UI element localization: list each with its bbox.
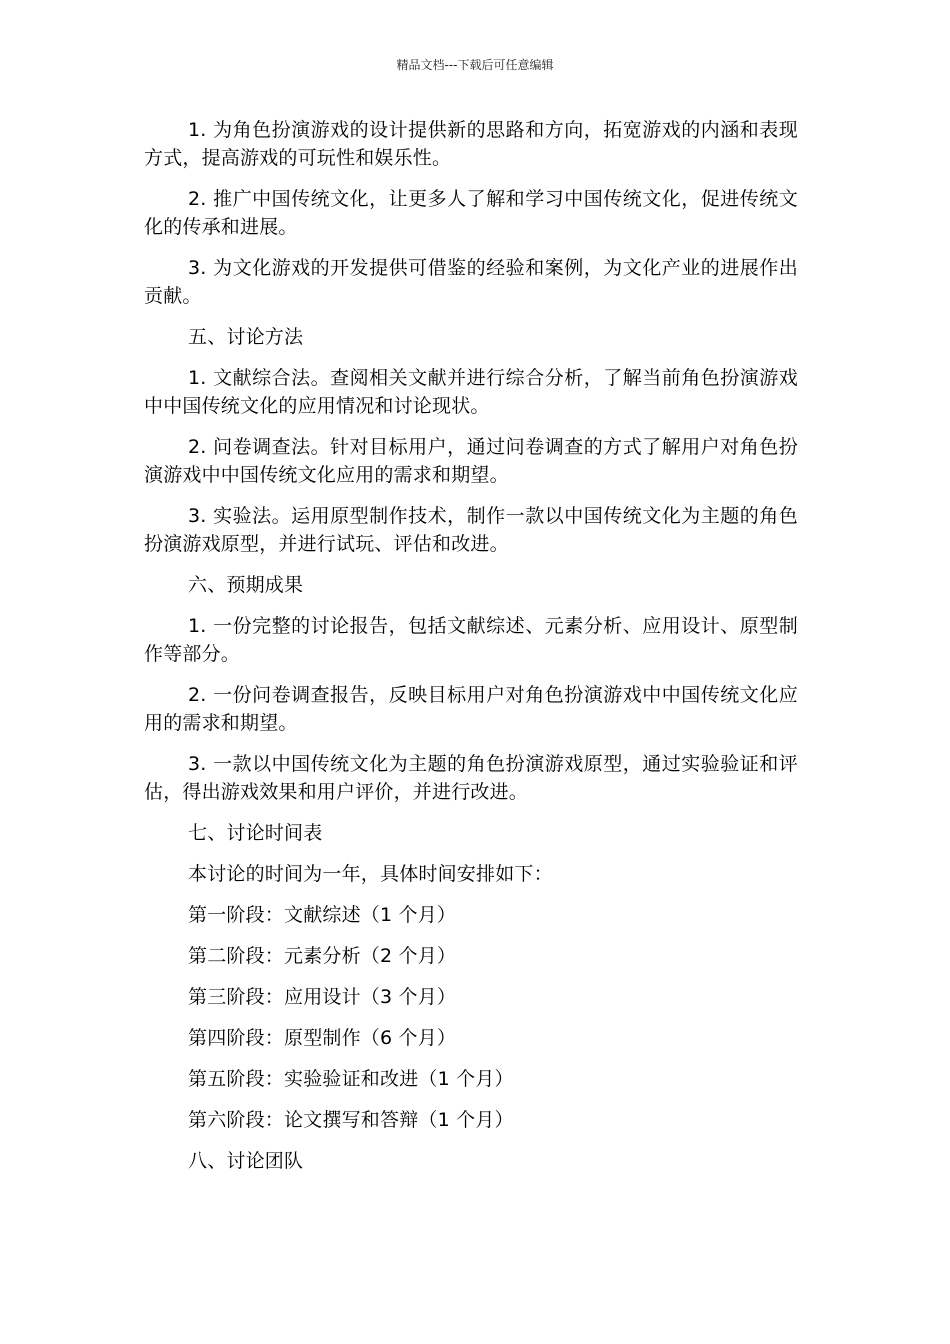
paragraph-outcome-2: 2. 一份问卷调查报告，反映目标用户对角色扮演游戏中中国传统文化应用的需求和期望。 xyxy=(144,684,798,734)
paragraph-contribution-2: 2. 推广中国传统文化，让更多人了解和学习中国传统文化，促进传统文化的传承和进展。 xyxy=(144,188,798,238)
schedule-stage-1: 第一阶段：文献综述（1 个月） xyxy=(188,904,457,926)
paragraph-contribution-1: 1. 为角色扮演游戏的设计提供新的思路和方向，拓宽游戏的内涵和表现方式，提高游戏的可玩性和娱乐性。 xyxy=(144,119,798,169)
section-heading-outcomes: 六、预期成果 xyxy=(188,574,304,596)
section-heading-methods: 五、讨论方法 xyxy=(188,326,304,348)
section-heading-schedule: 七、讨论时间表 xyxy=(188,822,323,844)
schedule-stage-5: 第五阶段：实验验证和改进（1 个月） xyxy=(188,1068,514,1090)
paragraph-method-2: 2. 问卷调查法。针对目标用户，通过问卷调查的方式了解用户对角色扮演游戏中中国传统文化应用的需求和期望。 xyxy=(144,436,798,486)
schedule-stage-4: 第四阶段：原型制作（6 个月） xyxy=(188,1027,457,1049)
paragraph-method-1: 1. 文献综合法。查阅相关文献并进行综合分析，了解当前角色扮演游戏中中国传统文化的应用情况和讨论现状。 xyxy=(144,367,798,417)
paragraph-method-3: 3. 实验法。运用原型制作技术，制作一款以中国传统文化为主题的角色扮演游戏原型，并进行试玩、评估和改进。 xyxy=(144,505,798,555)
schedule-stage-6: 第六阶段：论文撰写和答辩（1 个月） xyxy=(188,1109,514,1131)
document-body xyxy=(144,116,798,1188)
page-header: 精品文档---下载后可任意编辑 xyxy=(396,58,554,72)
schedule-stage-2: 第二阶段：元素分析（2 个月） xyxy=(188,945,457,967)
paragraph-contribution-3: 3. 为文化游戏的开发提供可借鉴的经验和案例，为文化产业的进展作出贡献。 xyxy=(144,257,798,307)
paragraph-schedule-intro: 本讨论的时间为一年，具体时间安排如下： xyxy=(188,863,553,885)
paragraph-outcome-3: 3. 一款以中国传统文化为主题的角色扮演游戏原型，通过实验验证和评估，得出游戏效果和用户评价，并进行改进。 xyxy=(144,753,798,803)
section-heading-team: 八、讨论团队 xyxy=(188,1150,304,1172)
schedule-stage-3: 第三阶段：应用设计（3 个月） xyxy=(188,986,457,1008)
paragraph-outcome-1: 1. 一份完整的讨论报告，包括文献综述、元素分析、应用设计、原型制作等部分。 xyxy=(144,615,798,665)
